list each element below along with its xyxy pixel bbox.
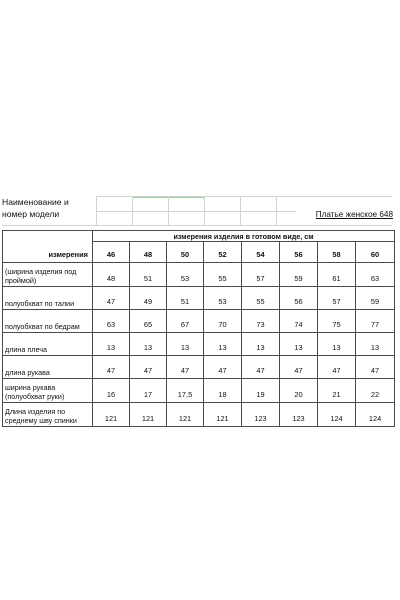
- model-name-label: Наименование и номер модели: [2, 197, 69, 219]
- table-cell: 121: [204, 403, 242, 427]
- table-cell: 13: [242, 333, 280, 356]
- size-header: 60: [356, 242, 395, 263]
- table-row: [3, 356, 395, 379]
- table-cell: 51: [167, 287, 204, 310]
- table-caption: измерения изделия в готовом виде, см: [93, 231, 395, 242]
- size-header: 52: [204, 242, 242, 263]
- table-cell: 19: [242, 379, 280, 403]
- table-cell: 65: [130, 310, 167, 333]
- table-cell: 49: [130, 287, 167, 310]
- table-caption-row: [3, 231, 395, 242]
- table-cell: 77: [356, 310, 395, 333]
- table-cell: 73: [242, 310, 280, 333]
- table-cell: 63: [356, 263, 395, 287]
- table-cell: 47: [204, 356, 242, 379]
- row-label: полуобхват по талии: [3, 287, 93, 310]
- table-cell: 13: [318, 333, 356, 356]
- table-cell: 124: [356, 403, 395, 427]
- size-header: 54: [242, 242, 280, 263]
- table-cell: 121: [93, 403, 130, 427]
- table-cell: 47: [318, 356, 356, 379]
- empty-cell: [3, 231, 93, 242]
- table-cell: 121: [167, 403, 204, 427]
- table-row: [3, 403, 395, 427]
- table-cell: 74: [280, 310, 318, 333]
- table-cell: 17,5: [167, 379, 204, 403]
- table-cell: 61: [318, 263, 356, 287]
- table-cell: 123: [242, 403, 280, 427]
- table-cell: 124: [318, 403, 356, 427]
- row-label: длина плеча: [3, 333, 93, 356]
- table-cell: 55: [242, 287, 280, 310]
- size-header-row: [3, 242, 395, 263]
- table-cell: 59: [356, 287, 395, 310]
- row-label: Длина изделия по среднему шву спинки: [3, 403, 93, 427]
- table-cell: 63: [93, 310, 130, 333]
- size-header: 46: [93, 242, 130, 263]
- table-cell: 51: [130, 263, 167, 287]
- table-cell: 48: [93, 263, 130, 287]
- table-cell: 21: [318, 379, 356, 403]
- table-cell: 13: [204, 333, 242, 356]
- table-cell: 67: [167, 310, 204, 333]
- table-cell: 18: [204, 379, 242, 403]
- table-cell: 17: [130, 379, 167, 403]
- row-label: длина рукава: [3, 356, 93, 379]
- table-cell: 75: [318, 310, 356, 333]
- model-name-value: Платье женское 648: [315, 210, 393, 219]
- table-cell: 53: [167, 263, 204, 287]
- table-cell: 22: [356, 379, 395, 403]
- table-row: [3, 263, 395, 287]
- table-cell: 59: [280, 263, 318, 287]
- table-row: [3, 379, 395, 403]
- table-cell: 56: [280, 287, 318, 310]
- row-label: ширина рукава (полуобхват руки): [3, 379, 93, 403]
- measurement-table: [2, 230, 395, 427]
- table-cell: 13: [167, 333, 204, 356]
- table-cell: 13: [93, 333, 130, 356]
- size-header: 56: [280, 242, 318, 263]
- table-row: [3, 310, 395, 333]
- table-cell: 13: [356, 333, 395, 356]
- table-cell: 121: [130, 403, 167, 427]
- table-cell: 20: [280, 379, 318, 403]
- size-row-label: измерения: [3, 242, 93, 263]
- table-cell: 47: [356, 356, 395, 379]
- grid-line: [2, 225, 392, 226]
- table-cell: 13: [130, 333, 167, 356]
- table-cell: 47: [242, 356, 280, 379]
- table-cell: 53: [204, 287, 242, 310]
- size-header: 50: [167, 242, 204, 263]
- table-cell: 55: [204, 263, 242, 287]
- size-header: 48: [130, 242, 167, 263]
- table-cell: 16: [93, 379, 130, 403]
- row-label: полуобхват по бедрам: [3, 310, 93, 333]
- table-row: [3, 287, 395, 310]
- table-cell: 47: [130, 356, 167, 379]
- table-cell: 57: [242, 263, 280, 287]
- table-cell: 47: [93, 287, 130, 310]
- size-header: 58: [318, 242, 356, 263]
- table-row: [3, 333, 395, 356]
- table-cell: 47: [280, 356, 318, 379]
- table-cell: 47: [93, 356, 130, 379]
- table-cell: 13: [280, 333, 318, 356]
- table-cell: 47: [167, 356, 204, 379]
- table-cell: 70: [204, 310, 242, 333]
- table-cell: 57: [318, 287, 356, 310]
- grid-line: [96, 211, 296, 212]
- table-cell: 123: [280, 403, 318, 427]
- model-header: [2, 196, 392, 228]
- row-label: (ширина изделия под проймой): [3, 263, 93, 287]
